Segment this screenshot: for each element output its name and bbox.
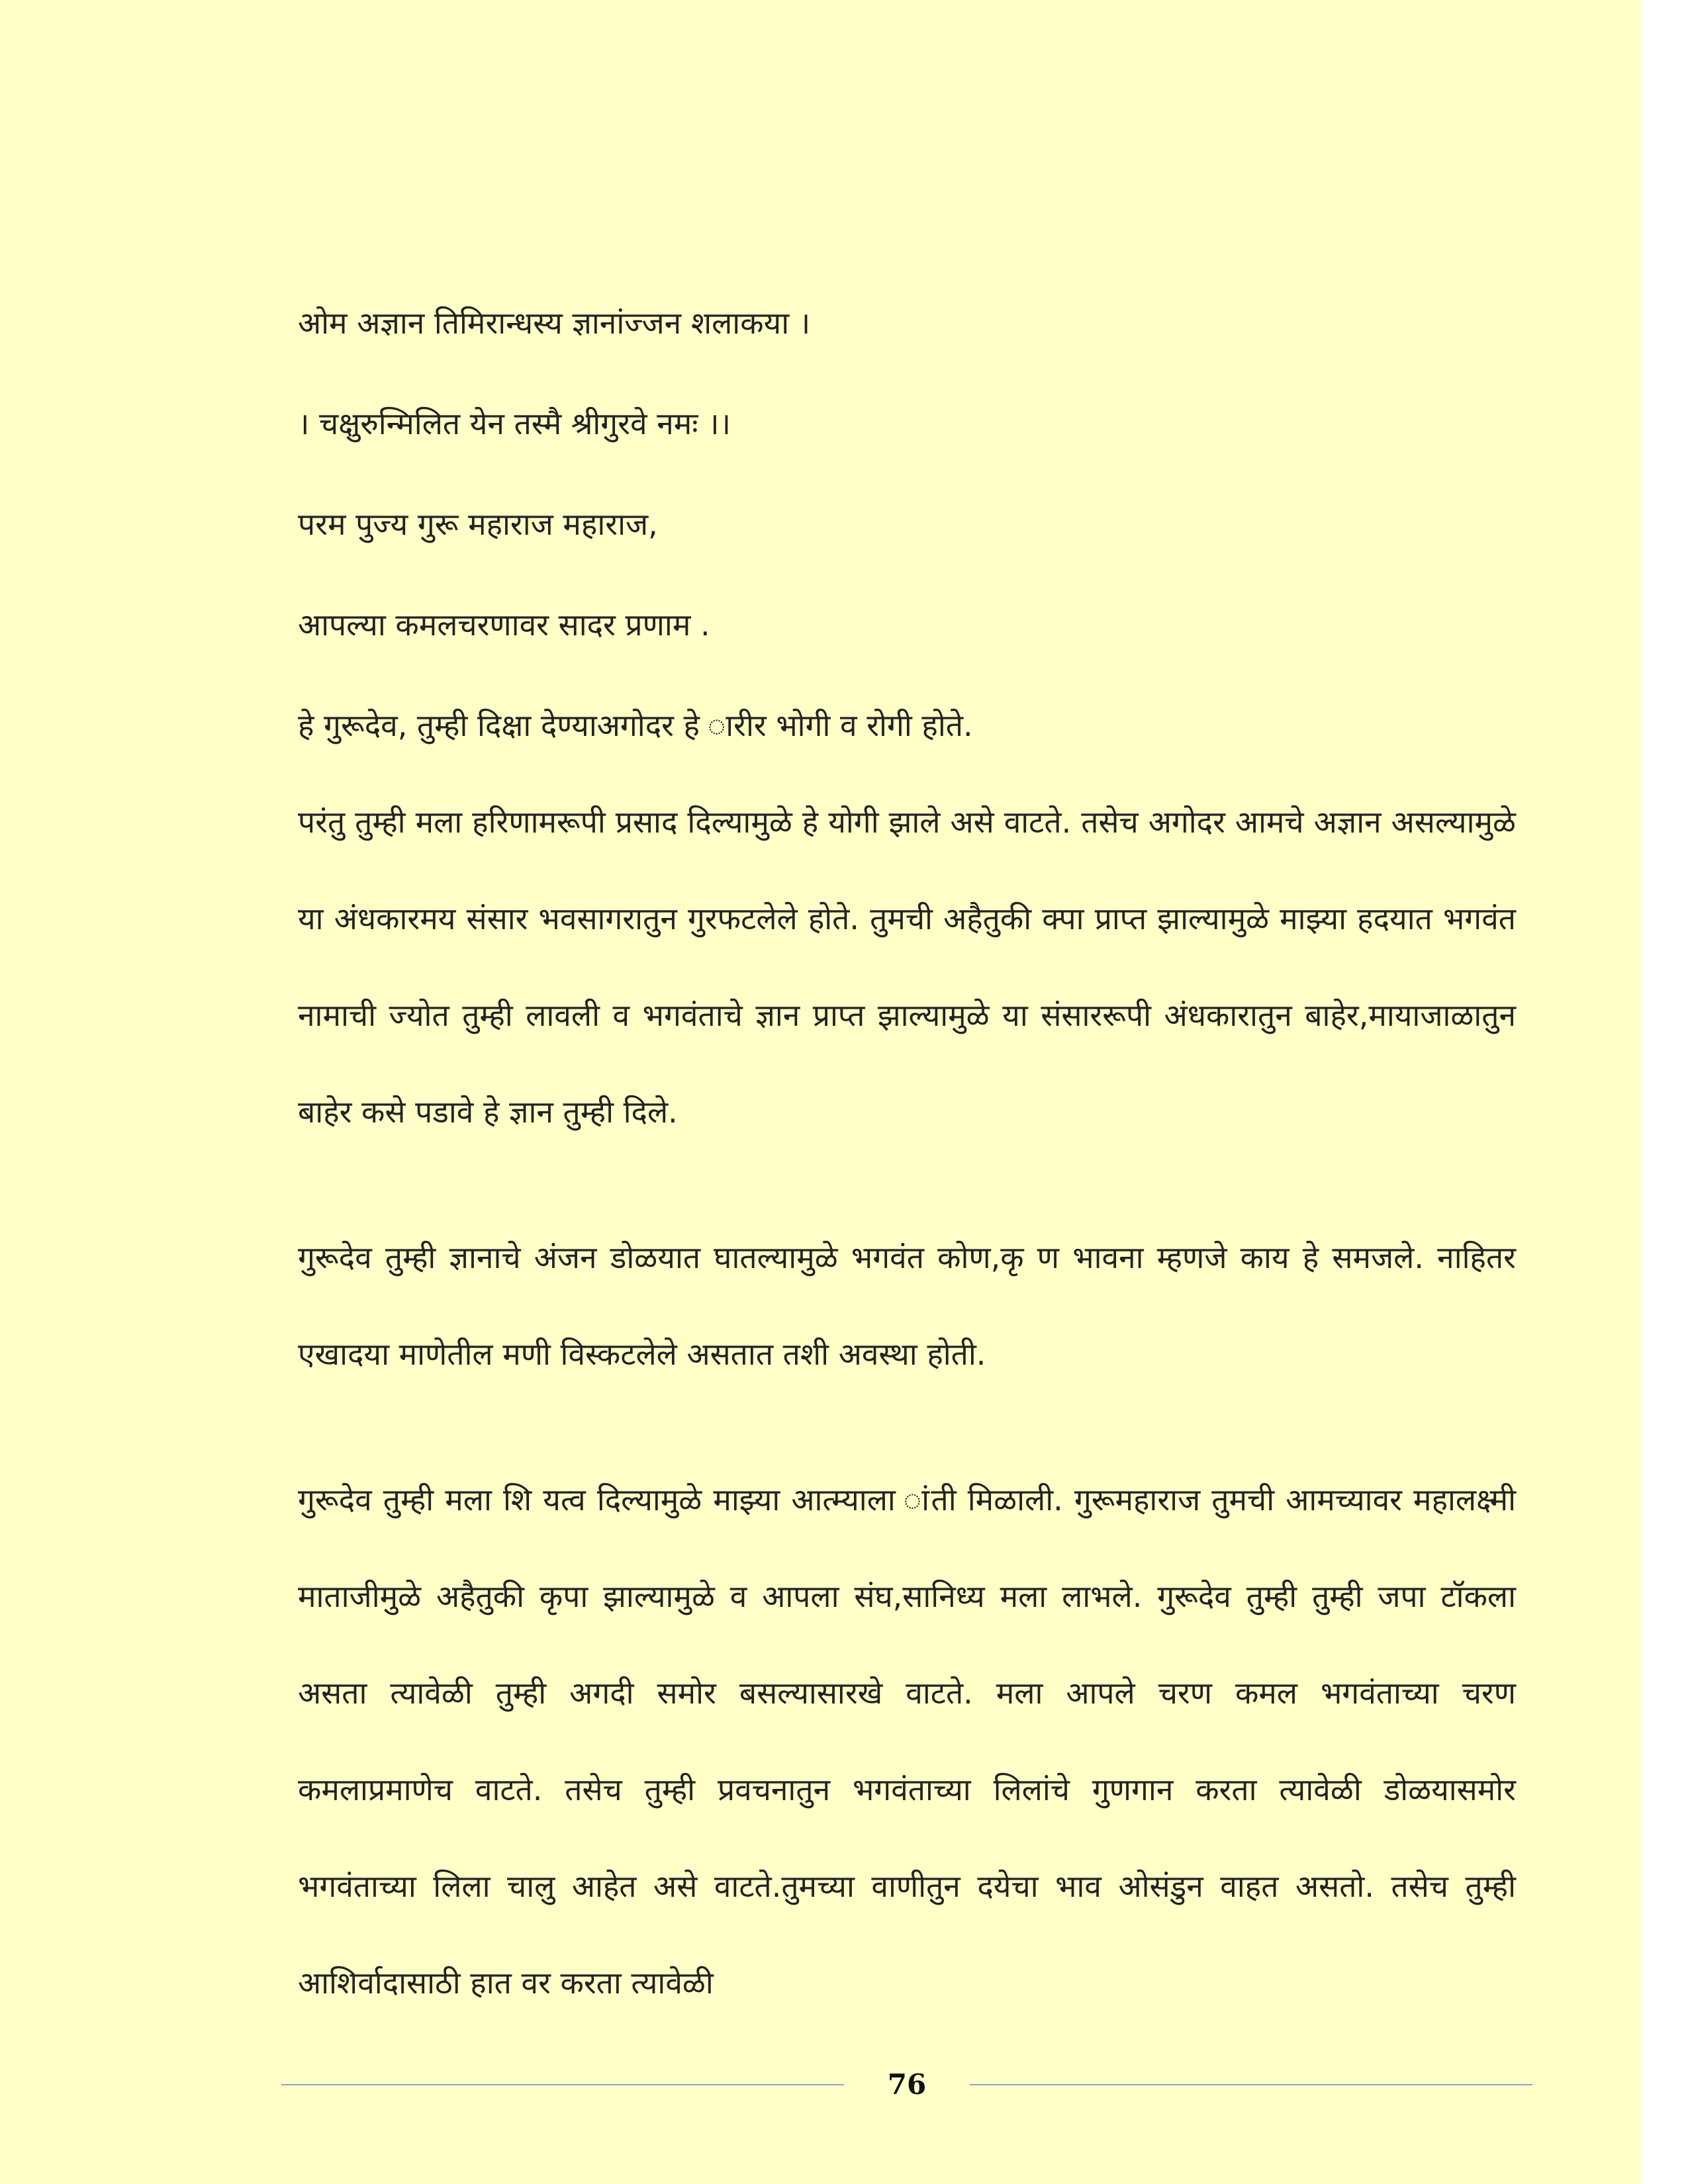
- footer-rule-right: [970, 2084, 1532, 2085]
- page-footer: [281, 2058, 1532, 2111]
- invocation-line-1: ओम अज्ञान तिमिरान्धस्य ज्ञानांज्जन शलाकया ।: [298, 305, 811, 341]
- invocation-line-2: । चक्षुरुन्मिलित येन तस्मै श्रीगुरवे नमः ।।: [298, 406, 731, 441]
- document-body: [298, 301, 1516, 2080]
- opening-line: हे गुरूदेव, तुम्ही दिक्षा देण्याअगोदर हे ारीर भोगी व रोगी होते.: [298, 707, 973, 743]
- body-paragraph: गुरूदेव तुम्ही मला शि यत्व दिल्यामुळे माझ्या आत्म्याला ांती मिळाली. गुरूमहाराज तुमची आमच्यावर महालक्ष्मी माताजीमुळे अहैतुकी कृपा झाल्यामुळे व आपला संघ,सानिध्य मला लाभले. गुरूदेव तुम्ही तुम्ही जपा टॉकला असता त्यावेळी तुम्ही अगदी समोर बसल्यासारखे वाटते. मला आपले चरण कमल भगवंताच्या चरण कमलाप्रमाणेच वाटते. तसेच तुम्ही प्रवचनातुन भगवंताच्या लिलांचे गुणगान करता त्यावेळी डोळयासमोर भगवंताच्या लिला चालु आहेत असे वाटते.तुमच्या वाणीतुन दयेचा भाव ओसंडुन वाहत असतो. तसेच तुम्ही आशिर्वादासाठी हात वर करता त्यावेळी: [298, 1482, 1516, 2001]
- body-paragraph: परंतु तुम्ही मला हरिणामरूपी प्रसाद दिल्यामुळे हे योगी झाले असे वाटते. तसेच अगोदर आमचे अज्ञान असल्यामुळे या अंधकारमय संसार भवसागरातुन गुरफटलेले होते. तुमची अहैतुकी क्पा प्राप्त झाल्यामुळे माझ्या हदयात भगवंत नामाची ज्योत तुम्ही लावली व भगवंताचे ज्ञान प्राप्त झाल्यामुळे या संसाररूपी अंधकारातुन बाहेर,मायाजाळातुन बाहेर कसे पडावे हे ज्ञान तुम्ही दिले.: [298, 804, 1516, 1130]
- salutation-line: परम पुज्य गुरू महाराज महाराज,: [298, 506, 658, 542]
- footer-rule-left: [281, 2084, 844, 2085]
- body-paragraph: गुरूदेव तुम्ही ज्ञानाचे अंजन डोळयात घातल्यामुळे भगवंत कोण,कृ ण भावना म्हणजे काय हे समजले. नाहितर एखादया माणेतील मणी विस्कटलेले असतात तशी अवस्था होती.: [298, 1240, 1516, 1372]
- page-number: 76: [887, 2068, 927, 2101]
- greeting-line: आपल्या कमलचरणावर सादर प्रणाम .: [298, 607, 710, 643]
